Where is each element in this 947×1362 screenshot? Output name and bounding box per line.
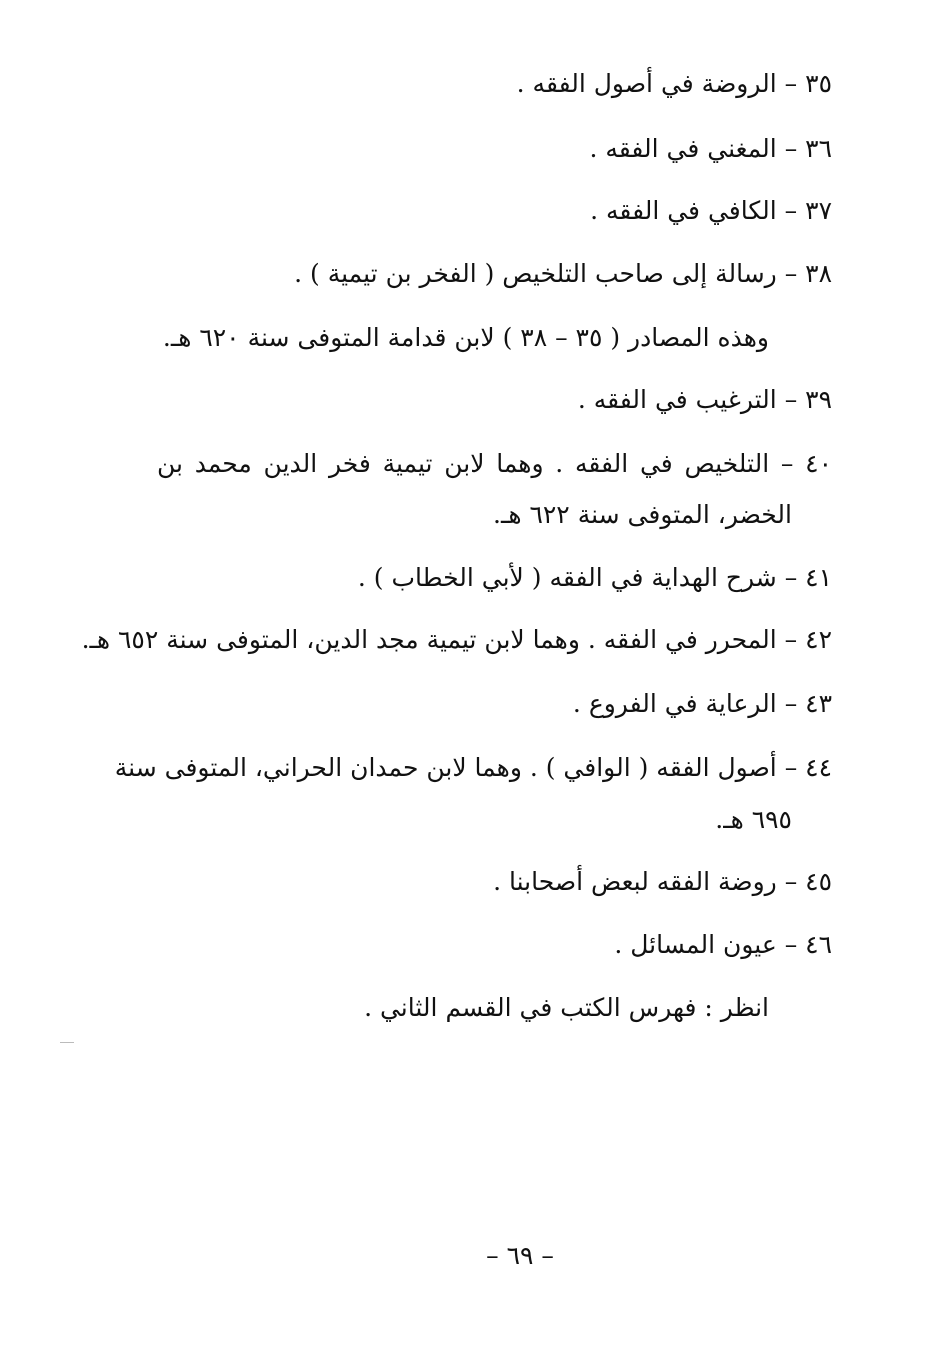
list-item-41: ٤١ – شرح الهداية في الفقه ( لأبي الخطاب ) . [357,563,832,592]
page-number: – ٦٩ – [486,1241,554,1270]
sources-note: وهذه المصادر ( ٣٥ – ٣٨ ) لابن قدامة المتوفى سنة ٦٢٠ هـ. [162,323,769,352]
list-item-35: ٣٥ – الروضة في أصول الفقه . [516,69,832,98]
list-item-45: ٤٥ – روضة الفقه لبعض أصحابنا . [493,867,832,896]
list-item-38: ٣٨ – رسالة إلى صاحب التلخيص ( الفخر بن تيمية ) . [294,259,832,288]
list-item-46: ٤٦ – عيون المسائل . [614,930,832,959]
list-item-37: ٣٧ – الكافي في الفقه . [590,196,832,225]
list-item-40-line-2: الخضر، المتوفى سنة ٦٢٢ هـ. [493,500,792,529]
margin-mark [60,1042,74,1043]
list-item-43: ٤٣ – الرعاية في الفروع . [572,689,832,718]
list-item-40-line-1: ٤٠ – التلخيص في الفقه . وهما لابن تيمية فخر الدين محمد بن [157,449,832,478]
list-item-36: ٣٦ – المغني في الفقه . [589,134,832,163]
see-also-note: انظر : فهرس الكتب في القسم الثاني . [364,993,769,1022]
list-item-44-line-1: ٤٤ – أصول الفقه ( الوافي ) . وهما لابن حمدان الحراني، المتوفى سنة [114,753,832,782]
list-item-42: ٤٢ – المحرر في الفقه . وهما لابن تيمية مجد الدين، المتوفى سنة ٦٥٢ هـ. [81,625,832,654]
list-item-39: ٣٩ – الترغيب في الفقه . [577,385,832,414]
list-item-44-line-2: ٦٩٥ هـ. [715,805,792,834]
